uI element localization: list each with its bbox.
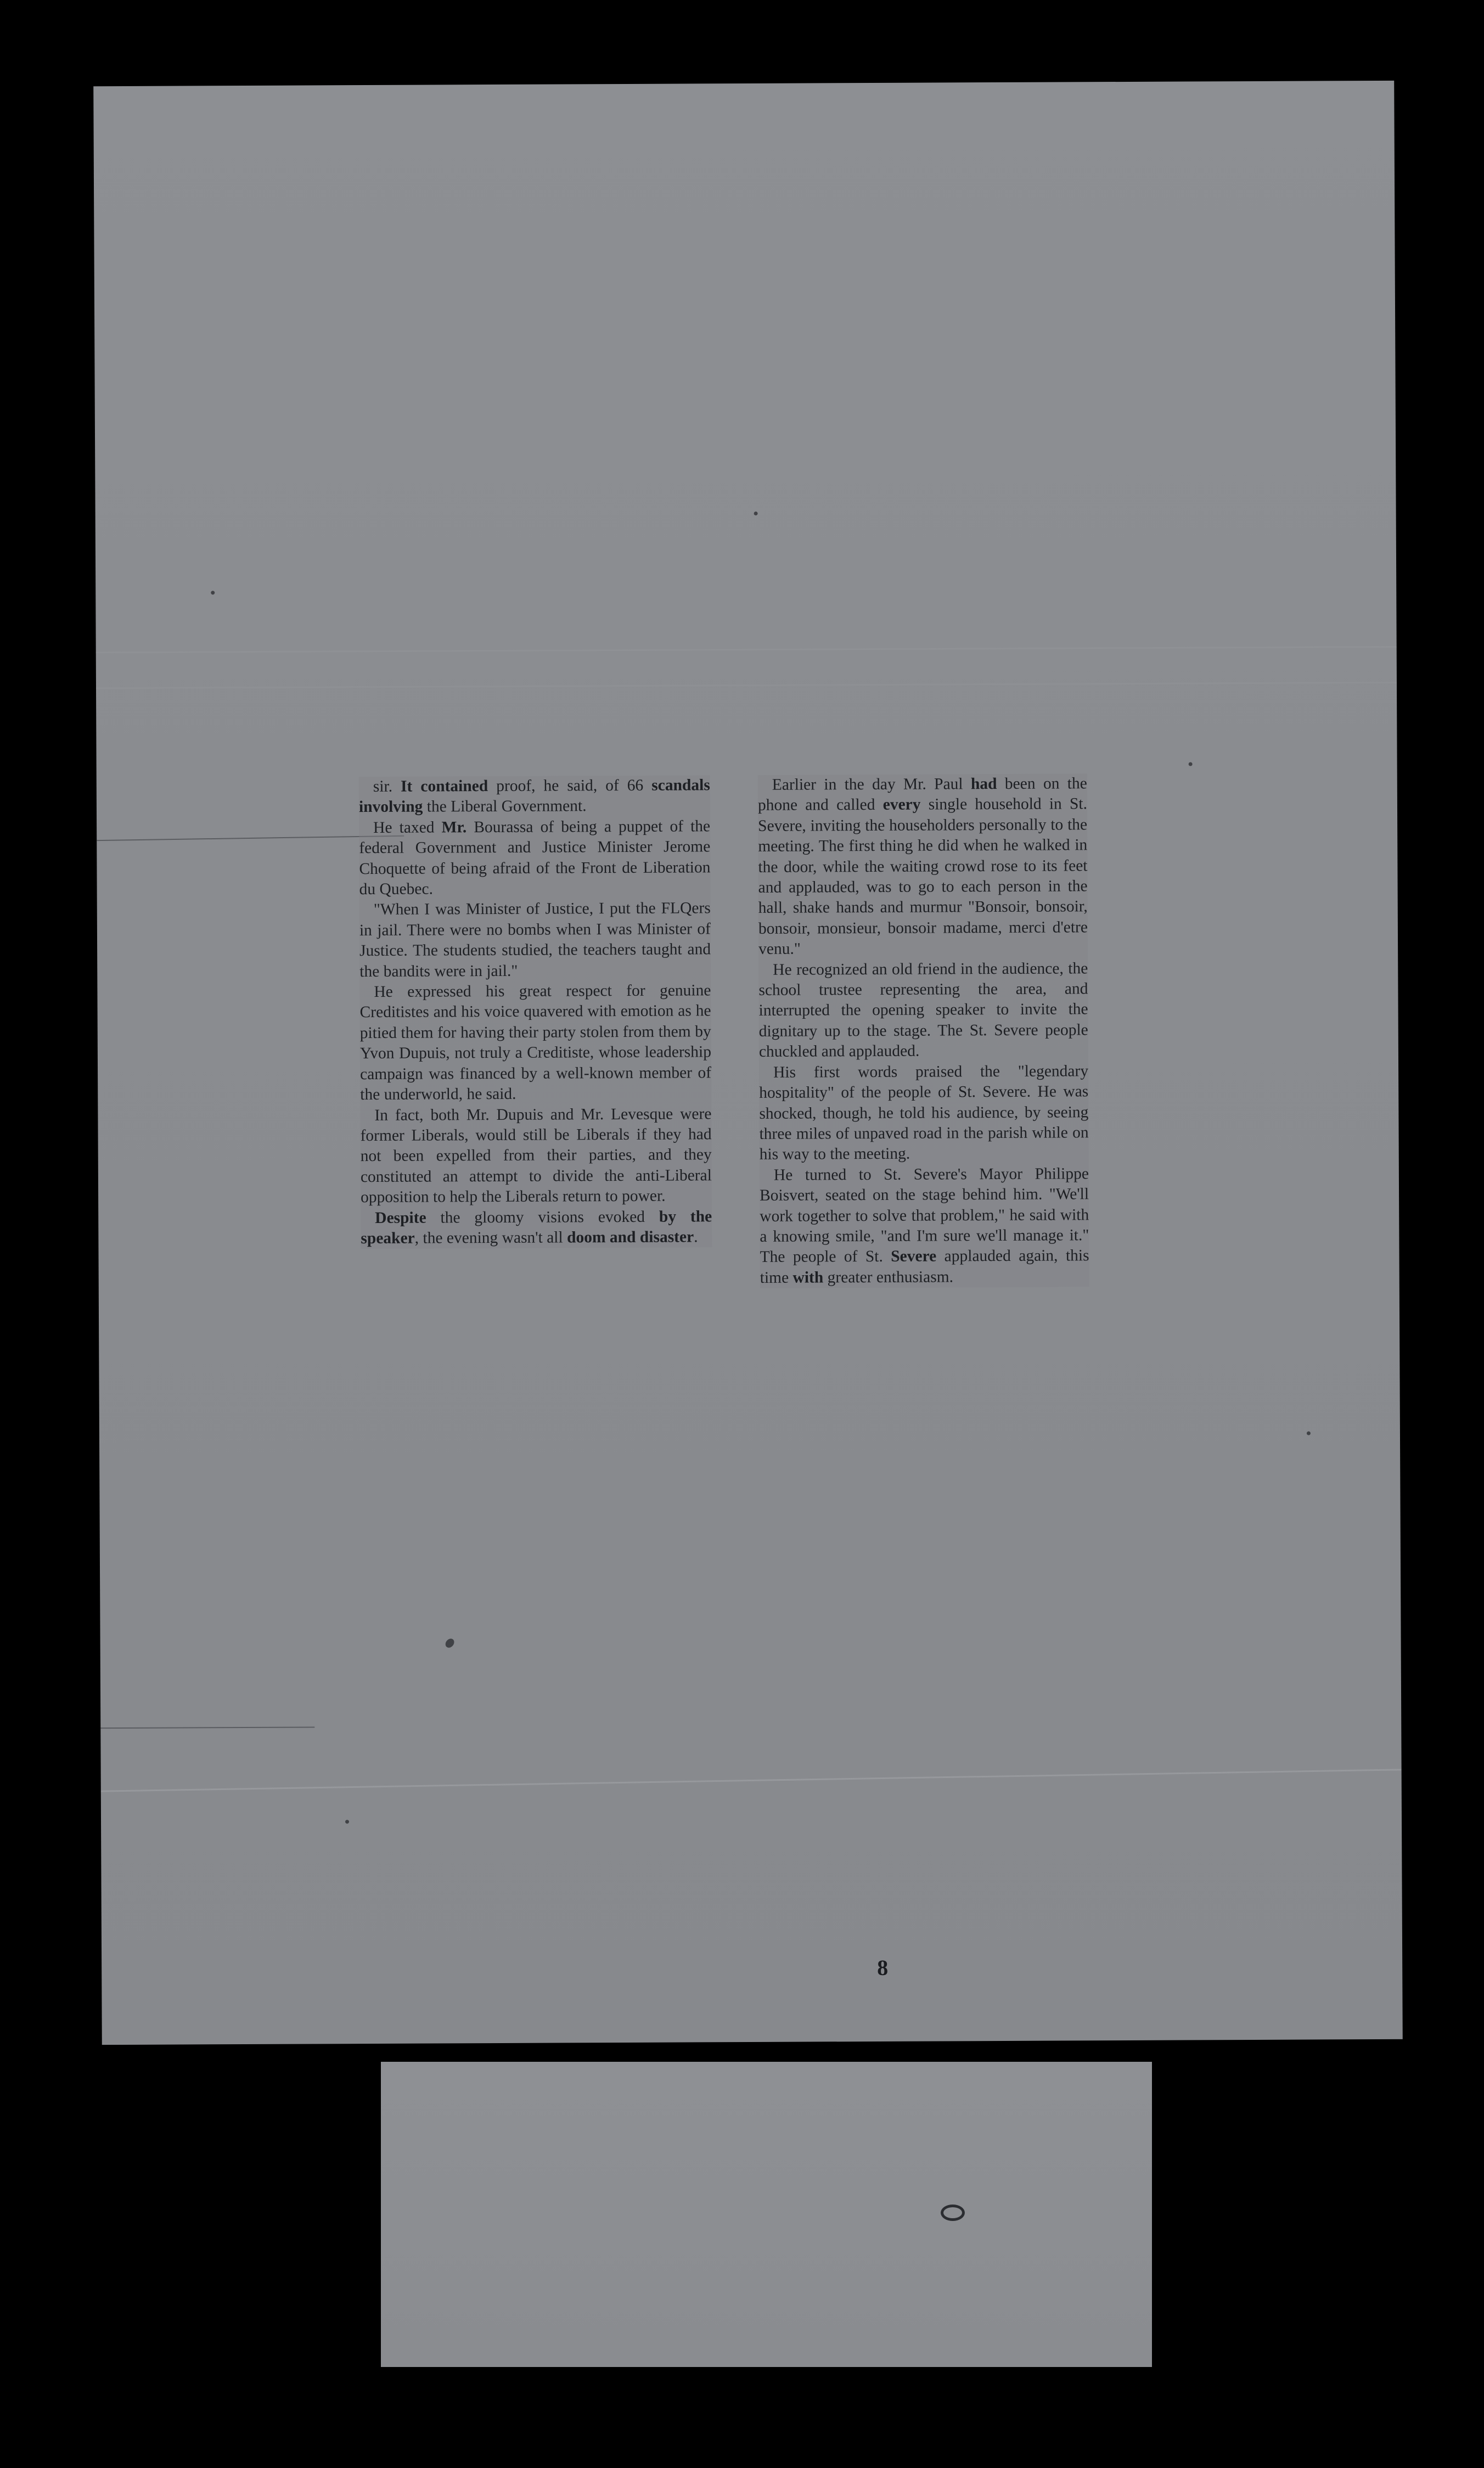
text-run: "When I was Minister of Justice, I put the FLQers in jail. There were no bombs when I was Minister of Justice. The students studied, the teachers taught and the bandits were in jail." bbox=[359, 899, 711, 980]
text-run: His first words praised the "legendary hospitality" of the people of St. Severe. He was shocked, though, he told his audience, by seeing three miles of unpaved road in the parish while on his way to the meeting. bbox=[759, 1062, 1089, 1164]
paragraph bbox=[759, 1061, 1089, 1165]
article-column-left bbox=[359, 775, 712, 1249]
text-run: He recognized an old friend in the audience, the school trustee representing the area, and interrupted the opening speaker to invite the dignitary up to the stage. The St. Severe people chuckled and applauded. bbox=[758, 959, 1088, 1061]
paragraph bbox=[359, 980, 711, 1105]
bold-text-run: doom and disaster bbox=[566, 1228, 694, 1247]
scratch-line bbox=[96, 646, 1397, 653]
dust-speck bbox=[211, 591, 215, 594]
dust-speck bbox=[443, 1637, 456, 1650]
scratch-line bbox=[97, 835, 404, 841]
text-run: applauded again, this time bbox=[760, 1247, 1089, 1287]
film-mark-icon bbox=[941, 2205, 965, 2221]
text-run: been on the phone and called bbox=[757, 775, 1087, 815]
text-run: greater enthusiasm. bbox=[823, 1268, 954, 1287]
text-run: the Liberal Government. bbox=[423, 797, 587, 816]
text-run: In fact, both Mr. Dupuis and Mr. Levesque were former Liberals, would still be Liberals if they had not been expelled from their parties, and they constituted an attempt to divide the anti-Liberal opposition to help the Liberals return to power. bbox=[360, 1104, 712, 1207]
bold-text-run: scandals involving bbox=[358, 776, 710, 816]
bold-text-run: Despite bbox=[375, 1209, 426, 1227]
bold-text-run: Mr. bbox=[441, 818, 467, 837]
bold-text-run: by the speaker bbox=[361, 1207, 712, 1248]
text-run: sir. bbox=[373, 777, 401, 795]
text-run: He taxed bbox=[373, 818, 442, 837]
bold-text-run: had bbox=[970, 775, 997, 793]
bold-text-run: It contained bbox=[400, 777, 488, 795]
paragraph bbox=[359, 775, 710, 818]
film-stub bbox=[381, 2062, 1152, 2367]
text-run: Bourassa of being a puppet of the federal Government and Justice Minister Jerome Choquette of being afraid of the Front de Liberation du Quebec. bbox=[359, 817, 711, 899]
bold-text-run: with bbox=[792, 1269, 824, 1287]
text-run: the gloomy visions evoked bbox=[426, 1208, 659, 1227]
scratch-line bbox=[96, 682, 1397, 689]
text-run: , the evening wasn't all bbox=[414, 1229, 567, 1247]
text-run: . bbox=[694, 1228, 698, 1246]
document-page bbox=[93, 81, 1403, 2045]
dust-speck bbox=[1189, 762, 1193, 766]
paragraph bbox=[359, 899, 711, 982]
paragraph bbox=[359, 816, 711, 900]
paragraph bbox=[760, 1164, 1089, 1288]
scratch-line bbox=[101, 1769, 1402, 1792]
text-run: Earlier in the day Mr. Paul bbox=[772, 775, 971, 794]
dust-speck bbox=[1307, 1432, 1311, 1435]
scratch-line bbox=[100, 1726, 314, 1729]
page-number: 8 bbox=[877, 1955, 889, 1980]
bold-text-run: Severe bbox=[891, 1247, 937, 1266]
dust-speck bbox=[345, 1820, 349, 1824]
paragraph bbox=[758, 773, 1088, 960]
text-run: single household in St. Severe, inviting the householders personally to the meeting. The first thing he did when he walked in the door, while the waiting crowd rose to its feet and applauded, was to go to each person in the hall, shake hands and murmur "Bonsoir, bonsoir, bonsoir, monsieur, bonsoir madame, merci d'etre venu." bbox=[758, 795, 1088, 958]
text-run: He expressed his great respect for genuine Creditistes and his voice quavered with emotion as he pitied them for having their party stolen from them by Yvon Dupuis, not truly a Creditiste, whose leadership campaign was financed by a well-known member of the underworld, he said. bbox=[359, 981, 712, 1104]
article-column-right bbox=[758, 773, 1089, 1288]
text-run: proof, he said, of 66 bbox=[488, 776, 652, 795]
paragraph bbox=[361, 1207, 712, 1249]
text-run: He turned to St. Severe's Mayor Philippe Boisvert, seated on the stage behind him. "We'll work together to solve that problem," he said with a knowing smile, "and I'm sure we'll manage it." The people of St. bbox=[759, 1165, 1089, 1266]
paragraph bbox=[758, 958, 1088, 1063]
bold-text-run: every bbox=[882, 796, 921, 814]
paragraph bbox=[360, 1104, 712, 1208]
dust-speck bbox=[754, 512, 758, 515]
